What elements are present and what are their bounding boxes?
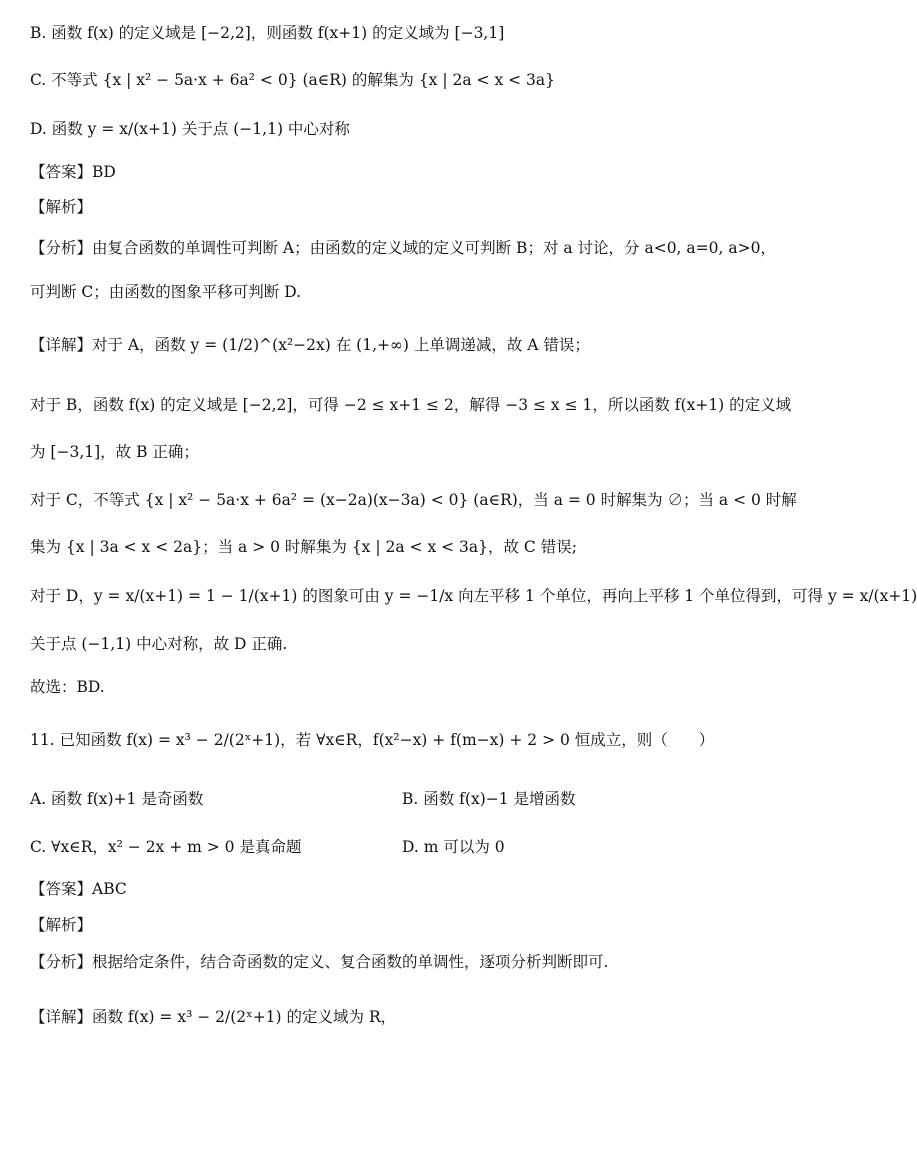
answer-label: 【答案】BD — [30, 163, 116, 181]
final-choice: 故选：BD. — [30, 678, 105, 696]
detail-paragraph: 对于 D，y = x/(x+1) = 1 − 1/(x+1) 的图象可由 y = −1/x 向左平移 1 个单位，再向上平移 1 个单位得到，可得 y = x/(x+1) — [30, 587, 917, 605]
analysis-label: 【解析】 — [30, 916, 93, 934]
analysis-label: 【解析】 — [30, 198, 93, 216]
detail-paragraph: 对于 B，函数 f(x) 的定义域是 [−2,2]，可得 −2 ≤ x+1 ≤ 2，解得 −3 ≤ x ≤ 1，所以函数 f(x+1) 的定义域 — [30, 396, 792, 414]
question-11-option-c: C. ∀x∈R，x² − 2x + m > 0 是真命题 — [30, 838, 302, 856]
detail-paragraph: 对于 C，不等式 {x | x² − 5a·x + 6a² = (x−2a)(x−3a) < 0} (a∈R)，当 a = 0 时解集为 ∅；当 a < 0 时解 — [30, 491, 797, 509]
detail-paragraph: 关于点 (−1,1) 中心对称，故 D 正确. — [30, 635, 288, 653]
question-11-option-d: D. m 可以为 0 — [402, 838, 505, 856]
question-11: 11. 已知函数 f(x) = x³ − 2/(2ˣ+1)，若 ∀x∈R，f(x²−x) + f(m−x) + 2 > 0 恒成立，则（ ） — [30, 731, 715, 749]
detail-paragraph: 【详解】函数 f(x) = x³ − 2/(2ˣ+1) 的定义域为 R， — [30, 1008, 397, 1026]
question-11-option-a: A. 函数 f(x)+1 是奇函数 — [30, 790, 204, 808]
option-c: C. 不等式 {x | x² − 5a·x + 6a² < 0} (a∈R) 的解集为 {x | 2a < x < 3a} — [30, 71, 555, 89]
analysis-paragraph: 【分析】由复合函数的单调性可判断 A；由函数的定义域的定义可判断 B；对 a 讨论，分 a<0, a=0, a>0， — [30, 239, 776, 257]
detail-paragraph: 为 [−3,1]，故 B 正确； — [30, 443, 199, 461]
option-d: D. 函数 y = x/(x+1) 关于点 (−1,1) 中心对称 — [30, 120, 350, 138]
question-11-option-b: B. 函数 f(x)−1 是增函数 — [402, 790, 576, 808]
detail-paragraph: 集为 {x | 3a < x < 2a}；当 a > 0 时解集为 {x | 2a < x < 3a}，故 C 错误; — [30, 538, 577, 556]
detail-paragraph: 【详解】对于 A，函数 y = (1/2)^(x²−2x) 在 (1,+∞) 上单调递减，故 A 错误； — [30, 336, 590, 354]
analysis-paragraph: 【分析】根据给定条件，结合奇函数的定义、复合函数的单调性，逐项分析判断即可. — [30, 953, 609, 971]
option-b: B. 函数 f(x) 的定义域是 [−2,2]，则函数 f(x+1) 的定义域为 [−3,1] — [30, 24, 505, 42]
answer-label: 【答案】ABC — [30, 880, 127, 898]
analysis-paragraph: 可判断 C；由函数的图象平移可判断 D. — [30, 283, 302, 301]
